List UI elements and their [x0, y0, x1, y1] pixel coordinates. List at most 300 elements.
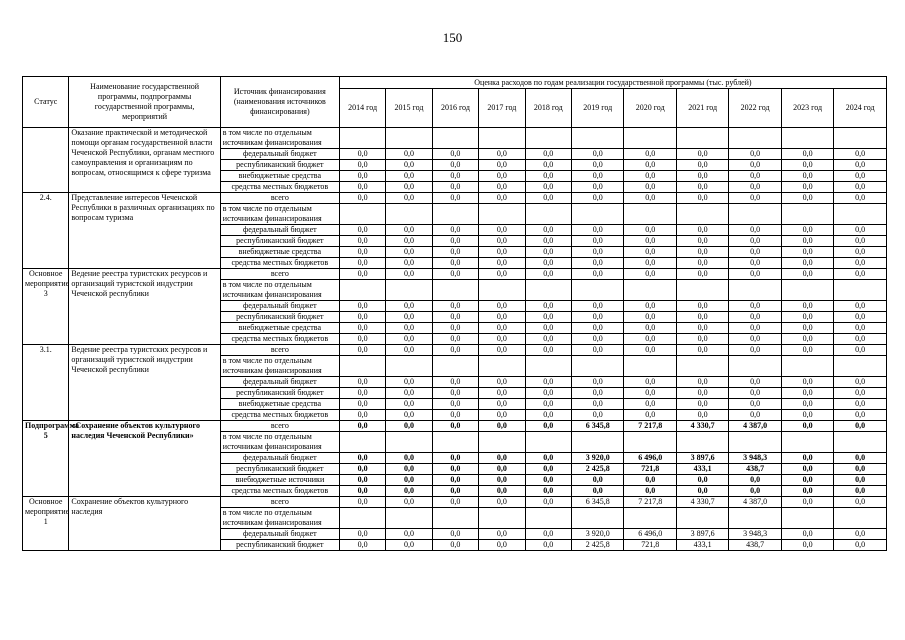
value-cell: 0,0	[781, 171, 833, 182]
value-cell: 0,0	[339, 399, 385, 410]
table-body	[23, 128, 887, 551]
value-cell: 0,0	[479, 225, 525, 236]
value-cell: 0,0	[729, 323, 781, 334]
value-cell: 0,0	[432, 334, 478, 345]
value-cell: 0,0	[525, 464, 571, 475]
value-cell: 0,0	[834, 171, 887, 182]
row-source: федеральный бюджет	[220, 225, 339, 236]
value-cell: 0,0	[571, 225, 623, 236]
value-cell: 0,0	[729, 258, 781, 269]
header-year: 2014 год	[339, 89, 385, 128]
row-status: 3.1.	[23, 345, 69, 421]
value-cell: 0,0	[525, 149, 571, 160]
value-cell: 0,0	[525, 182, 571, 193]
value-cell: 0,0	[571, 258, 623, 269]
value-cell: 0,0	[676, 149, 728, 160]
value-cell: 0,0	[834, 258, 887, 269]
value-cell: 0,0	[386, 301, 432, 312]
value-cell: 0,0	[432, 388, 478, 399]
value-cell: 0,0	[525, 453, 571, 464]
value-cell: 0,0	[624, 410, 676, 421]
value-cell	[339, 432, 385, 453]
value-cell: 0,0	[525, 193, 571, 204]
value-cell	[479, 128, 525, 149]
value-cell: 0,0	[624, 323, 676, 334]
table-row	[23, 345, 887, 356]
value-cell	[676, 128, 728, 149]
header-year: 2018 год	[525, 89, 571, 128]
value-cell: 0,0	[781, 269, 833, 280]
value-cell: 0,0	[339, 529, 385, 540]
value-cell: 4 387,0	[729, 421, 781, 432]
value-cell: 0,0	[432, 171, 478, 182]
value-cell: 7 217,8	[624, 421, 676, 432]
value-cell: 0,0	[339, 193, 385, 204]
value-cell: 0,0	[834, 236, 887, 247]
value-cell: 0,0	[479, 399, 525, 410]
value-cell	[432, 508, 478, 529]
value-cell	[729, 128, 781, 149]
value-cell: 0,0	[432, 225, 478, 236]
value-cell: 0,0	[432, 160, 478, 171]
value-cell: 0,0	[571, 345, 623, 356]
value-cell	[432, 356, 478, 377]
value-cell: 0,0	[525, 497, 571, 508]
value-cell: 0,0	[339, 475, 385, 486]
row-source: республиканский бюджет	[220, 312, 339, 323]
value-cell: 0,0	[781, 486, 833, 497]
value-cell: 0,0	[571, 149, 623, 160]
value-cell	[479, 280, 525, 301]
value-cell: 0,0	[729, 149, 781, 160]
value-cell: 0,0	[676, 301, 728, 312]
value-cell: 438,7	[729, 464, 781, 475]
value-cell: 0,0	[386, 377, 432, 388]
value-cell: 0,0	[781, 182, 833, 193]
value-cell: 0,0	[386, 388, 432, 399]
value-cell: 3 897,6	[676, 529, 728, 540]
value-cell: 0,0	[781, 323, 833, 334]
value-cell: 0,0	[834, 193, 887, 204]
value-cell: 0,0	[339, 334, 385, 345]
row-source: средства местных бюджетов	[220, 486, 339, 497]
value-cell: 0,0	[834, 497, 887, 508]
value-cell: 0,0	[432, 421, 478, 432]
value-cell: 0,0	[729, 475, 781, 486]
value-cell: 0,0	[479, 421, 525, 432]
value-cell	[676, 508, 728, 529]
value-cell: 0,0	[339, 225, 385, 236]
value-cell: 0,0	[781, 225, 833, 236]
value-cell: 0,0	[624, 345, 676, 356]
value-cell: 0,0	[432, 475, 478, 486]
value-cell: 0,0	[571, 323, 623, 334]
value-cell: 0,0	[624, 247, 676, 258]
header-year: 2023 год	[781, 89, 833, 128]
row-source: внебюджетные средства	[220, 247, 339, 258]
value-cell	[479, 508, 525, 529]
value-cell: 0,0	[386, 529, 432, 540]
row-source: республиканский бюджет	[220, 464, 339, 475]
value-cell: 0,0	[676, 377, 728, 388]
value-cell: 0,0	[571, 399, 623, 410]
value-cell	[834, 204, 887, 225]
value-cell: 0,0	[781, 453, 833, 464]
value-cell: 0,0	[834, 529, 887, 540]
value-cell: 0,0	[676, 160, 728, 171]
value-cell: 6 345,8	[571, 421, 623, 432]
row-source: республиканский бюджет	[220, 236, 339, 247]
value-cell: 0,0	[339, 421, 385, 432]
value-cell: 0,0	[624, 258, 676, 269]
value-cell: 0,0	[432, 399, 478, 410]
value-cell: 0,0	[386, 323, 432, 334]
value-cell: 0,0	[386, 486, 432, 497]
value-cell	[386, 204, 432, 225]
value-cell: 0,0	[781, 149, 833, 160]
value-cell: 0,0	[479, 334, 525, 345]
row-source: средства местных бюджетов	[220, 182, 339, 193]
value-cell: 0,0	[386, 193, 432, 204]
value-cell: 3 920,0	[571, 453, 623, 464]
value-cell: 0,0	[624, 149, 676, 160]
value-cell: 0,0	[339, 236, 385, 247]
value-cell	[525, 356, 571, 377]
header-status: Статус	[23, 77, 69, 128]
row-source: федеральный бюджет	[220, 529, 339, 540]
value-cell: 0,0	[571, 160, 623, 171]
value-cell: 0,0	[781, 160, 833, 171]
value-cell: 0,0	[525, 475, 571, 486]
value-cell: 0,0	[479, 410, 525, 421]
value-cell: 0,0	[386, 345, 432, 356]
row-name: Ведение реестра туристских ресурсов и организаций туристской индустрии Чеченской республики	[69, 345, 220, 421]
row-name: Сохранение объектов культурного наследия	[69, 497, 220, 551]
row-status: Основное мероприятие 1	[23, 497, 69, 551]
header-year: 2019 год	[571, 89, 623, 128]
value-cell: 0,0	[834, 225, 887, 236]
value-cell: 0,0	[571, 269, 623, 280]
value-cell: 0,0	[624, 399, 676, 410]
value-cell: 0,0	[479, 464, 525, 475]
value-cell: 0,0	[834, 464, 887, 475]
value-cell: 0,0	[624, 486, 676, 497]
row-source: в том числе по отдельным источникам финансирования	[220, 356, 339, 377]
value-cell: 721,8	[624, 464, 676, 475]
value-cell: 0,0	[781, 334, 833, 345]
value-cell: 0,0	[781, 236, 833, 247]
value-cell: 0,0	[624, 269, 676, 280]
value-cell: 2 425,8	[571, 540, 623, 551]
value-cell	[729, 356, 781, 377]
value-cell: 0,0	[729, 225, 781, 236]
value-cell: 0,0	[729, 388, 781, 399]
value-cell: 0,0	[432, 258, 478, 269]
value-cell: 4 330,7	[676, 497, 728, 508]
value-cell: 0,0	[571, 475, 623, 486]
value-cell	[676, 432, 728, 453]
value-cell: 0,0	[624, 193, 676, 204]
value-cell: 0,0	[386, 540, 432, 551]
value-cell: 0,0	[781, 540, 833, 551]
value-cell: 4 387,0	[729, 497, 781, 508]
value-cell: 0,0	[834, 486, 887, 497]
value-cell: 0,0	[479, 497, 525, 508]
table-row	[23, 128, 887, 149]
value-cell: 3 948,3	[729, 529, 781, 540]
value-cell: 0,0	[432, 377, 478, 388]
row-source: средства местных бюджетов	[220, 258, 339, 269]
value-cell: 0,0	[339, 388, 385, 399]
row-source: федеральный бюджет	[220, 453, 339, 464]
value-cell	[525, 432, 571, 453]
row-source: республиканский бюджет	[220, 540, 339, 551]
value-cell	[781, 128, 833, 149]
value-cell: 0,0	[432, 453, 478, 464]
value-cell: 0,0	[676, 334, 728, 345]
value-cell	[729, 508, 781, 529]
value-cell: 0,0	[571, 410, 623, 421]
value-cell: 4 330,7	[676, 421, 728, 432]
row-source: республиканский бюджет	[220, 388, 339, 399]
value-cell: 0,0	[729, 486, 781, 497]
value-cell	[432, 432, 478, 453]
value-cell	[834, 280, 887, 301]
value-cell: 0,0	[386, 475, 432, 486]
value-cell: 0,0	[479, 149, 525, 160]
value-cell: 0,0	[339, 247, 385, 258]
value-cell: 0,0	[571, 182, 623, 193]
row-source: средства местных бюджетов	[220, 334, 339, 345]
value-cell	[386, 508, 432, 529]
value-cell: 0,0	[729, 193, 781, 204]
value-cell: 0,0	[834, 323, 887, 334]
value-cell: 0,0	[571, 301, 623, 312]
value-cell: 0,0	[834, 388, 887, 399]
header-estimate: Оценка расходов по годам реализации государственной программы (тыс. рублей)	[339, 77, 886, 89]
value-cell: 0,0	[432, 312, 478, 323]
row-source: всего	[220, 421, 339, 432]
value-cell: 0,0	[781, 301, 833, 312]
value-cell: 0,0	[624, 312, 676, 323]
value-cell: 0,0	[479, 388, 525, 399]
value-cell	[571, 128, 623, 149]
value-cell	[386, 128, 432, 149]
header-year: 2016 год	[432, 89, 478, 128]
row-source: средства местных бюджетов	[220, 410, 339, 421]
value-cell: 0,0	[781, 399, 833, 410]
value-cell: 0,0	[571, 486, 623, 497]
value-cell: 0,0	[432, 529, 478, 540]
value-cell: 0,0	[676, 486, 728, 497]
value-cell	[624, 204, 676, 225]
value-cell: 0,0	[386, 160, 432, 171]
value-cell: 0,0	[834, 334, 887, 345]
value-cell: 0,0	[386, 247, 432, 258]
value-cell: 0,0	[729, 269, 781, 280]
page-number: 150	[442, 30, 463, 45]
value-cell: 0,0	[525, 258, 571, 269]
row-source: внебюджетные средства	[220, 171, 339, 182]
value-cell: 0,0	[339, 258, 385, 269]
value-cell: 0,0	[571, 193, 623, 204]
row-source: внебюджетные средства	[220, 399, 339, 410]
value-cell: 0,0	[676, 193, 728, 204]
value-cell	[624, 356, 676, 377]
value-cell: 0,0	[432, 464, 478, 475]
value-cell	[571, 432, 623, 453]
value-cell	[386, 356, 432, 377]
value-cell: 0,0	[386, 421, 432, 432]
row-status: 2.4.	[23, 193, 69, 269]
value-cell	[479, 432, 525, 453]
value-cell: 0,0	[432, 540, 478, 551]
value-cell: 0,0	[339, 301, 385, 312]
value-cell: 0,0	[676, 388, 728, 399]
value-cell: 0,0	[834, 269, 887, 280]
value-cell: 0,0	[479, 160, 525, 171]
value-cell: 0,0	[624, 388, 676, 399]
value-cell	[834, 508, 887, 529]
value-cell	[479, 356, 525, 377]
value-cell: 0,0	[525, 486, 571, 497]
value-cell: 3 920,0	[571, 529, 623, 540]
row-name: Представление интересов Чеченской Республики в различных организациях по вопросам туризма	[69, 193, 220, 269]
row-name: Ведение реестра туристских ресурсов и организаций туристской индустрии Чеченской республики	[69, 269, 220, 345]
row-source: всего	[220, 497, 339, 508]
value-cell	[781, 356, 833, 377]
value-cell: 433,1	[676, 540, 728, 551]
row-source: всего	[220, 193, 339, 204]
value-cell: 0,0	[525, 540, 571, 551]
value-cell: 0,0	[676, 312, 728, 323]
header-year: 2022 год	[729, 89, 781, 128]
value-cell: 0,0	[339, 160, 385, 171]
value-cell: 0,0	[479, 171, 525, 182]
row-source: в том числе по отдельным источникам финансирования	[220, 204, 339, 225]
value-cell: 0,0	[525, 312, 571, 323]
value-cell: 0,0	[525, 345, 571, 356]
value-cell: 0,0	[781, 421, 833, 432]
value-cell	[432, 280, 478, 301]
row-source: в том числе по отдельным источникам финансирования	[220, 432, 339, 453]
value-cell: 0,0	[386, 182, 432, 193]
value-cell: 0,0	[339, 377, 385, 388]
value-cell: 0,0	[479, 377, 525, 388]
value-cell: 0,0	[729, 345, 781, 356]
value-cell: 0,0	[479, 529, 525, 540]
value-cell: 0,0	[729, 301, 781, 312]
value-cell: 0,0	[525, 301, 571, 312]
value-cell: 0,0	[624, 236, 676, 247]
header-year: 2024 год	[834, 89, 887, 128]
value-cell: 0,0	[339, 486, 385, 497]
value-cell: 0,0	[676, 345, 728, 356]
value-cell: 0,0	[432, 193, 478, 204]
value-cell: 0,0	[525, 269, 571, 280]
value-cell: 0,0	[729, 160, 781, 171]
row-status: Основное мероприятие 3	[23, 269, 69, 345]
value-cell: 0,0	[339, 540, 385, 551]
value-cell: 0,0	[339, 464, 385, 475]
value-cell: 0,0	[834, 160, 887, 171]
value-cell: 0,0	[571, 334, 623, 345]
value-cell: 0,0	[834, 377, 887, 388]
value-cell: 0,0	[676, 475, 728, 486]
value-cell: 0,0	[834, 247, 887, 258]
value-cell	[624, 128, 676, 149]
value-cell: 0,0	[781, 410, 833, 421]
value-cell: 0,0	[479, 258, 525, 269]
value-cell: 0,0	[834, 312, 887, 323]
value-cell	[781, 280, 833, 301]
value-cell: 0,0	[479, 312, 525, 323]
value-cell: 0,0	[834, 453, 887, 464]
value-cell: 0,0	[386, 171, 432, 182]
value-cell	[624, 432, 676, 453]
value-cell: 0,0	[624, 182, 676, 193]
value-cell: 0,0	[834, 410, 887, 421]
value-cell	[571, 508, 623, 529]
value-cell: 0,0	[339, 171, 385, 182]
value-cell	[676, 356, 728, 377]
row-source: в том числе по отдельным источникам финансирования	[220, 128, 339, 149]
value-cell: 0,0	[624, 377, 676, 388]
value-cell: 0,0	[624, 160, 676, 171]
value-cell: 0,0	[729, 171, 781, 182]
value-cell: 0,0	[479, 453, 525, 464]
value-cell	[834, 432, 887, 453]
value-cell	[781, 508, 833, 529]
value-cell	[432, 204, 478, 225]
value-cell: 0,0	[525, 388, 571, 399]
value-cell: 6 345,8	[571, 497, 623, 508]
value-cell: 0,0	[781, 193, 833, 204]
value-cell: 0,0	[339, 269, 385, 280]
value-cell: 0,0	[432, 497, 478, 508]
value-cell: 0,0	[781, 529, 833, 540]
value-cell: 0,0	[781, 377, 833, 388]
value-cell	[571, 356, 623, 377]
value-cell: 0,0	[525, 323, 571, 334]
value-cell: 0,0	[479, 486, 525, 497]
value-cell: 0,0	[729, 312, 781, 323]
value-cell: 0,0	[432, 323, 478, 334]
value-cell: 3 897,6	[676, 453, 728, 464]
value-cell: 0,0	[624, 225, 676, 236]
value-cell: 0,0	[624, 334, 676, 345]
value-cell: 0,0	[729, 236, 781, 247]
value-cell: 0,0	[781, 475, 833, 486]
value-cell: 0,0	[781, 258, 833, 269]
value-cell: 0,0	[525, 377, 571, 388]
value-cell	[624, 280, 676, 301]
row-name: Оказание практической и методической помощи органам государственной власти Чеченской Республики, органам местного самоуправления и организациям по вопросам, относящимся к сфере туризма	[69, 128, 220, 193]
value-cell: 0,0	[479, 323, 525, 334]
value-cell	[676, 204, 728, 225]
value-cell: 0,0	[525, 399, 571, 410]
value-cell: 0,0	[781, 464, 833, 475]
value-cell	[729, 280, 781, 301]
value-cell: 2 425,8	[571, 464, 623, 475]
value-cell	[339, 280, 385, 301]
value-cell: 0,0	[339, 345, 385, 356]
value-cell: 0,0	[834, 399, 887, 410]
value-cell: 0,0	[729, 182, 781, 193]
value-cell: 0,0	[479, 475, 525, 486]
value-cell	[834, 128, 887, 149]
value-cell	[834, 356, 887, 377]
